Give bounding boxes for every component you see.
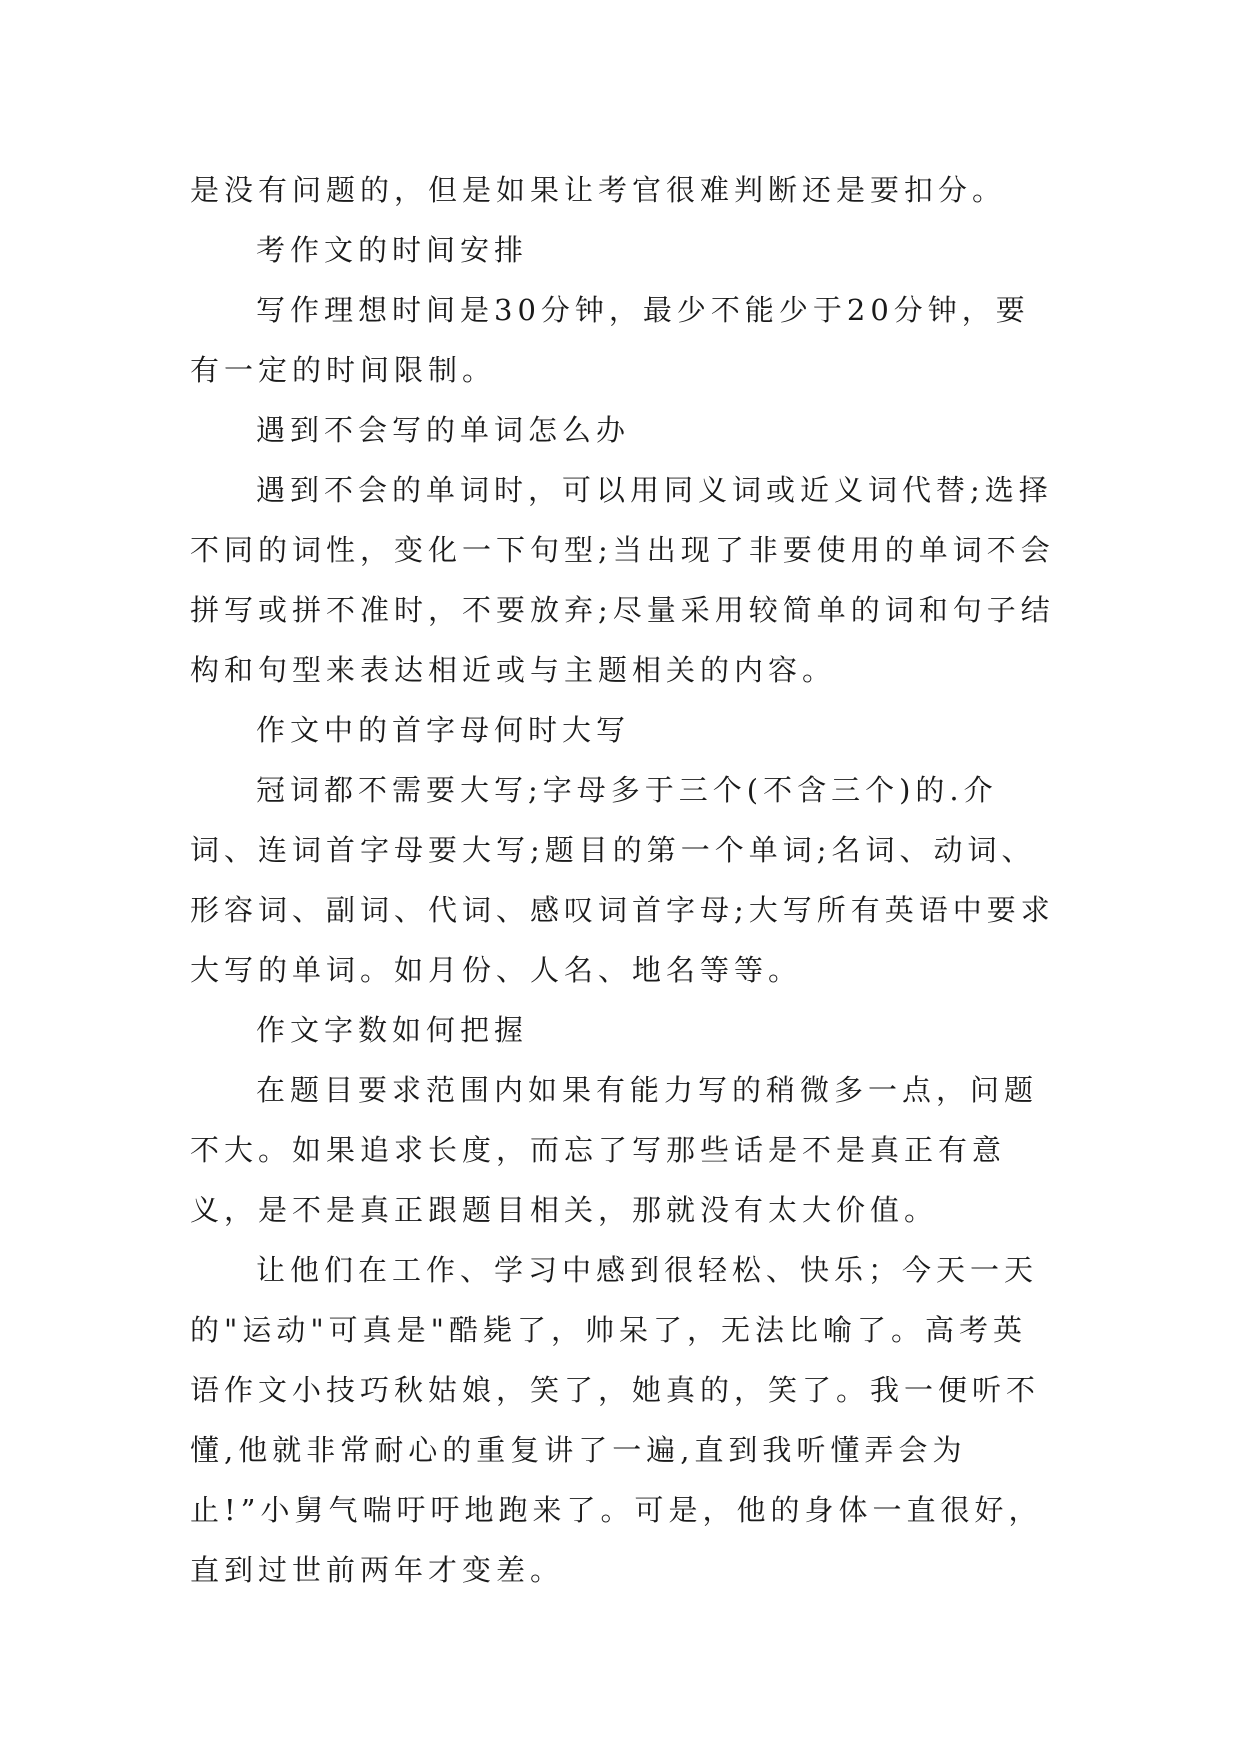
- heading-essay-time-plan: 考作文的时间安排: [256, 233, 529, 267]
- heading-word-count: 作文字数如何把握: [256, 1013, 529, 1047]
- paragraph-time-plan: 写作理想时间是30分钟，最少不能少于20分钟，要有一定的时间限制。: [190, 293, 1030, 387]
- paragraph-capitalization: 冠词都不需要大写;字母多于三个(不含三个)的.介词、连词首字母要大写;题目的第一个单词;名词、动词、形容词、副词、代词、感叹词首字母;大写所有英语中要求大写的单词。如月份、人名、地名等等。: [190, 773, 1055, 987]
- heading-capitalization: 作文中的首字母何时大写: [256, 713, 631, 747]
- heading-unknown-words: 遇到不会写的单词怎么办: [256, 413, 631, 447]
- paragraph-continuation: 是没有问题的，但是如果让考官很难判断还是要扣分。: [190, 173, 1007, 207]
- document-body: [190, 160, 1056, 1600]
- paragraph-unknown-words: 遇到不会的单词时，可以用同义词或近义词代替;选择不同的词性，变化一下句型;当出现了非要使用的单词不会拼写或拼不准时，不要放弃;尽量采用较简单的词和句子结构和句型来表达相近或与主题相关的内容。: [190, 473, 1055, 687]
- paragraph-closing: 让他们在工作、学习中感到很轻松、快乐；今天一天的"运动"可真是"酷毙了，帅呆了，无法比喻了。高考英语作文小技巧秋姑娘，笑了，她真的，笑了。我一便听不懂,他就非常耐心的重复讲了一遍,直到我听懂弄会为止!”小舅气喘吁吁地跑来了。可是，他的身体一直很好，直到过世前两年才变差。: [190, 1253, 1043, 1587]
- paragraph-word-count: 在题目要求范围内如果有能力写的稍微多一点，问题不大。如果追求长度，而忘了写那些话是不是真正有意义，是不是真正跟题目相关，那就没有太大价值。: [190, 1073, 1039, 1227]
